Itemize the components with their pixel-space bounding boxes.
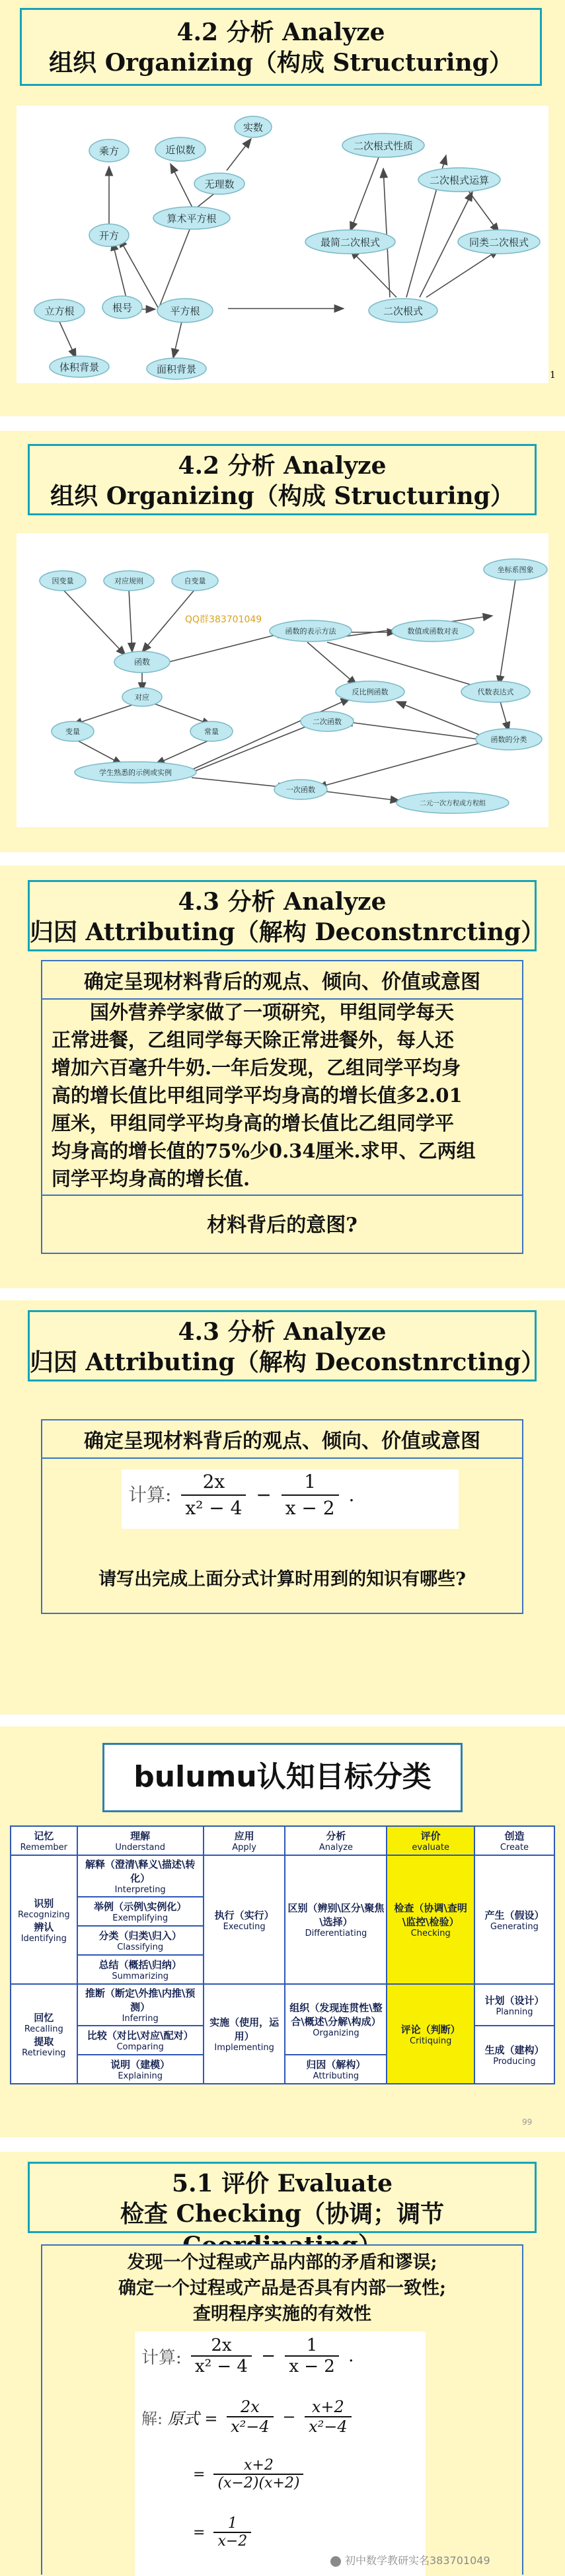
- node-label: 二次根式运算: [429, 174, 490, 186]
- slide-gap: [0, 1714, 565, 1726]
- divider: [42, 1195, 522, 1196]
- fraction-hw-b: [305, 2398, 352, 2436]
- numerator: x+2: [213, 2457, 303, 2475]
- problem-line: 均身高的增长值的75%少0.34厘米.求甲、乙两组: [52, 1140, 476, 1162]
- node-label: 开方: [98, 230, 120, 242]
- fraction-2: [282, 1469, 339, 1521]
- cell-critiquing: [387, 1984, 474, 2084]
- cell-en: Explaining: [118, 2071, 163, 2081]
- header-zh: 应用: [234, 1830, 254, 1842]
- node-label: 对应规则: [114, 577, 143, 585]
- content-box: [41, 960, 523, 1254]
- cell-zh: 提取: [34, 2035, 54, 2047]
- numerator: 1: [282, 1469, 339, 1496]
- cell-en: Implementing: [214, 2043, 274, 2053]
- node-label: 变量: [65, 727, 80, 736]
- node-label: 对应: [135, 693, 149, 702]
- page-mark: 1: [550, 370, 556, 381]
- denominator: (x−2)(x+2): [217, 2475, 300, 2491]
- fraction-1: [191, 2336, 252, 2376]
- cell-en: Classifying: [117, 1942, 164, 1952]
- cell-classifying: [77, 1926, 204, 1955]
- cell-zh: 举例（示例\实例化）: [93, 1901, 187, 1913]
- title-line-2: 组织 Organizing（构成 Structuring）: [50, 482, 514, 510]
- node-label: 函数的表示方法: [285, 627, 336, 636]
- cell-en: Recalling: [24, 2024, 63, 2034]
- header-evaluate: [387, 1826, 474, 1855]
- minus-sign: −: [261, 2346, 276, 2366]
- numerator: 2x: [181, 1469, 246, 1496]
- cell-en: Interpreting: [114, 1885, 166, 1895]
- cell-inferring: [77, 1984, 204, 2026]
- period: .: [348, 2346, 354, 2366]
- node-label: 根号: [112, 302, 133, 314]
- slide-bloom-taxonomy: [0, 1726, 565, 2137]
- cell-zh: 归因（解构）: [306, 2059, 366, 2071]
- account-watermark: [330, 2552, 490, 2567]
- cell-en: Comparing: [116, 2042, 164, 2052]
- handwritten-row-3: [193, 2515, 255, 2550]
- cell-en: Recognizing: [18, 1909, 70, 1920]
- header-en: evaluate: [412, 1843, 449, 1853]
- slide-title: [28, 880, 545, 951]
- node-label: 平方根: [170, 305, 200, 317]
- slide-title: [28, 1310, 545, 1381]
- node-label: 面积背景: [156, 363, 197, 375]
- slide-title: [28, 444, 537, 515]
- numerator: 1: [213, 2515, 251, 2533]
- numerator: x+2: [305, 2398, 352, 2417]
- qq-watermark: QQ群383701049: [185, 614, 262, 625]
- node-label: 算术平方根: [167, 213, 217, 225]
- denominator: x − 2: [285, 1497, 335, 1519]
- node-label: 同类二次根式: [469, 237, 529, 248]
- title-line-2: 归因 Attributing（解构 Deconstnrcting）: [30, 918, 545, 946]
- cell-zh: 回忆: [34, 2011, 54, 2024]
- cell-zh: 执行（实行）: [214, 1909, 274, 1921]
- cell-en: Differentiating: [305, 1929, 367, 1938]
- worked-solution: [135, 2332, 426, 2576]
- slide-gap: [0, 1288, 565, 1300]
- denominator: x−2: [217, 2533, 248, 2550]
- calc-label: 计算:: [128, 1484, 172, 1506]
- watermark-text: 初中数学教研实名383701049: [345, 2554, 490, 2567]
- slide-title: [28, 2162, 537, 2233]
- cell-en: Identifying: [20, 1933, 67, 1944]
- problem-line: 高的增长值比甲组同学平均身高的增长值多2.01: [52, 1084, 463, 1107]
- node-label: 乘方: [98, 145, 120, 157]
- node-label: 常量: [204, 727, 219, 736]
- header-en: Understand: [115, 1843, 166, 1853]
- watermark-icon: [330, 2556, 341, 2567]
- concept-map-svg: [17, 533, 548, 827]
- cell-implementing: [204, 1984, 285, 2084]
- cell-zh: 实施（使用，运用）: [209, 2016, 280, 2042]
- header-create: [474, 1826, 554, 1855]
- header-apply: [204, 1826, 285, 1855]
- node-label: 一次函数: [286, 786, 315, 794]
- cell-zh: 分类（归类\归入）: [98, 1930, 182, 1942]
- cell-zh: 检查（协调\查明\监控\检验）: [394, 1902, 467, 1928]
- problem-line: 正常进餐，乙组同学每天除正常进餐外，每人还: [52, 1029, 455, 1051]
- slide-evaluate-checking: [0, 2152, 565, 2576]
- cell-en: Critiquing: [410, 2036, 452, 2046]
- node-label: 函数的分类: [490, 735, 527, 744]
- cell-planning: [474, 1984, 554, 2026]
- node-label: 近似数: [165, 144, 196, 156]
- header-en: Remember: [20, 1843, 67, 1853]
- slide-gap: [0, 416, 565, 431]
- cell-zh: 总结（概括\归纳）: [98, 1959, 182, 1971]
- formula: [122, 1469, 459, 1529]
- cell-zh: 区别（辨别\区分\聚焦\选择）: [287, 1902, 385, 1928]
- cell-zh: 说明（建模）: [110, 2059, 170, 2071]
- header-zh: 创造: [504, 1830, 525, 1842]
- text-line: 查明程序实施的有效性: [193, 2304, 371, 2324]
- node-label: 二次根式性质: [353, 140, 414, 152]
- subheading: 确定呈现材料背后的观点、倾向、价值或意图: [42, 965, 522, 1000]
- denominator: x²−4: [309, 2417, 348, 2436]
- slide-gap: [0, 2137, 565, 2152]
- problem-line: 增加六百毫升牛奶.一年后发现，乙组同学平均身: [52, 1056, 461, 1079]
- question: 材料背后的意图?: [207, 1214, 358, 1237]
- denominator: x² − 4: [185, 1497, 243, 1519]
- text-line: 发现一个过程或产品内部的矛盾和谬误;: [127, 2252, 437, 2273]
- cell-zh: 识别: [34, 1897, 54, 1909]
- cell-zh: 比较（对比\对应\配对）: [87, 2030, 194, 2042]
- slide-attributing-formula: [0, 1300, 565, 1714]
- cell-differentiating: [285, 1855, 387, 1984]
- title-line-1: 4.3 分析 Analyze: [178, 1318, 387, 1346]
- header-zh: 记忆: [34, 1830, 54, 1842]
- node-label: 自变量: [184, 577, 206, 585]
- numerator: 1: [285, 2336, 339, 2357]
- cell-en: Retrieving: [22, 2047, 66, 2058]
- header-analyze: [285, 1826, 387, 1855]
- cell-interpreting: [77, 1855, 204, 1897]
- cell-exemplifying: [77, 1897, 204, 1926]
- header-zh: 理解: [130, 1830, 151, 1842]
- cell-executing: [204, 1855, 285, 1984]
- cell-recalling: [11, 1984, 77, 2084]
- page-mark: 99: [522, 2117, 533, 2127]
- concept-map-radicals: [17, 106, 548, 383]
- problem-line: 国外营养学家做了一项研究，甲组同学每天: [90, 1001, 455, 1023]
- minus-sign: −: [256, 1484, 272, 1506]
- cell-attributing: [285, 2055, 387, 2084]
- taxonomy-table-wrap: [10, 1825, 555, 2084]
- subheading: 确定呈现材料背后的观点、倾向、价值或意图: [42, 1424, 522, 1459]
- header-zh: 评价: [420, 1830, 441, 1842]
- cell-summarizing: [77, 1955, 204, 1984]
- cell-checking: [387, 1855, 474, 1984]
- cell-organizing: [285, 1984, 387, 2055]
- cell-zh: 解释（澄清\释义\描述\转化）: [85, 1858, 196, 1884]
- numerator: 2x: [191, 2336, 252, 2357]
- cell-zh: 生成（建构）: [484, 2044, 545, 2056]
- fraction-hw-c: [213, 2457, 303, 2491]
- cell-generating: [474, 1855, 554, 1984]
- taxonomy-table: [10, 1825, 555, 2084]
- node-label: 二元一次方程或方程组: [420, 800, 486, 807]
- cell-en: Summarizing: [112, 1971, 169, 1981]
- cell-en: Exemplifying: [112, 1913, 169, 1923]
- slide-gap: [0, 852, 565, 865]
- cell-en: Executing: [223, 1921, 266, 1932]
- node-label: 体积背景: [59, 361, 100, 373]
- question: 请写出完成上面分式计算时用到的知识有哪些?: [98, 1569, 466, 1590]
- cell-producing: [474, 2026, 554, 2084]
- slide-attributing-text: [0, 865, 565, 1288]
- equals-sign: =: [193, 2466, 206, 2483]
- node-label: 立方根: [44, 305, 75, 317]
- concept-map-functions: [17, 533, 548, 827]
- node-label: 坐标系图象: [497, 566, 534, 574]
- cell-en: Attributing: [313, 2071, 359, 2081]
- checking-text: [42, 2250, 522, 2327]
- node-label: 数值或函数对表: [407, 627, 459, 636]
- node-label: 代数表达式: [477, 688, 514, 696]
- slide-title: [102, 1743, 463, 1812]
- cell-zh: 推断（断定\外推\内推\预测）: [85, 1987, 196, 2013]
- slide-organizing-functions: [0, 431, 565, 852]
- content-box: [41, 2244, 523, 2575]
- title-line-1: 5.1 评价 Evaluate: [171, 2170, 393, 2197]
- content-box: [41, 1419, 523, 1614]
- title-line-2: 组织 Organizing（构成 Structuring）: [49, 49, 513, 77]
- title-line-1: 4.2 分析 Analyze: [178, 452, 387, 480]
- header-understand: [77, 1826, 204, 1855]
- period: .: [348, 1484, 355, 1506]
- cell-zh: 产生（假设）: [484, 1909, 545, 1921]
- slide-organizing-radicals: [0, 0, 565, 416]
- node-label: 学生熟悉的示例或实例: [99, 768, 172, 777]
- node-label: 最简二次根式: [320, 237, 381, 248]
- header-zh: 分析: [326, 1830, 346, 1842]
- cell-zh: 组织（发现连贯性\整合\概述\分解\构成）: [289, 2002, 383, 2028]
- calc-row: [141, 2336, 354, 2376]
- cell-recognizing: [11, 1855, 77, 1984]
- equals-sign: =: [193, 2524, 206, 2541]
- title-line-2: 检查 Checking（协调；调节: [120, 2200, 445, 2228]
- denominator: x − 2: [289, 2357, 335, 2376]
- title-line-1: 4.3 分析 Analyze: [178, 888, 387, 916]
- title-line-1: 4.2 分析 Analyze: [176, 18, 385, 46]
- node-label: 函数: [133, 657, 151, 667]
- fraction-2: [285, 2336, 339, 2376]
- cell-en: Inferring: [122, 2014, 159, 2024]
- cell-en: Planning: [496, 2006, 533, 2017]
- header-en: Create: [500, 1843, 529, 1853]
- problem-line: 厘米，甲组同学平均身高的增长值比乙组同学平: [52, 1112, 455, 1134]
- cell-zh: 评论（判断）: [400, 2023, 461, 2036]
- cell-en: Checking: [410, 1929, 451, 1938]
- node-label: 二次函数: [313, 718, 342, 726]
- denominator: x²−4: [231, 2417, 270, 2436]
- problem-text: [52, 998, 514, 1193]
- handwritten-row-1: [141, 2398, 356, 2436]
- cell-en: Producing: [493, 2057, 536, 2067]
- fraction-hw-d: [213, 2515, 251, 2550]
- calc-label: 计算:: [141, 2347, 182, 2368]
- original-expr-label: 原式 =: [167, 2409, 218, 2428]
- cell-comparing: [77, 2026, 204, 2055]
- slide-title: [20, 8, 542, 86]
- fraction-1: [181, 1469, 246, 1521]
- node-label: 无理数: [204, 178, 235, 190]
- numerator: 2x: [227, 2398, 274, 2417]
- text-line: 确定一个过程或产品是否具有内部一致性;: [118, 2278, 446, 2299]
- minus-sign: −: [282, 2408, 296, 2426]
- node-label: 反比例函数: [352, 688, 389, 696]
- cell-zh: 计划（设计）: [484, 1994, 545, 2006]
- handwritten-row-2: [193, 2457, 307, 2491]
- node-label: 因变量: [52, 577, 74, 585]
- cell-zh: 辨认: [34, 1921, 54, 1933]
- header-en: Analyze: [319, 1843, 354, 1853]
- header-remember: [11, 1826, 77, 1855]
- cell-en: Generating: [490, 1921, 539, 1932]
- problem-line: 同学平均身高的增长值.: [52, 1167, 250, 1190]
- cell-explaining: [77, 2055, 204, 2084]
- concept-map-svg: [17, 106, 548, 383]
- cell-en: Organizing: [313, 2028, 359, 2038]
- node-label: 实数: [243, 122, 264, 133]
- fraction-hw-a: [227, 2398, 274, 2436]
- solve-label: 解:: [141, 2409, 163, 2428]
- denominator: x² − 4: [195, 2357, 248, 2376]
- node-label: 二次根式: [383, 305, 424, 317]
- title-text: bulumu认知目标分类: [133, 1760, 432, 1794]
- title-line-2: 归因 Attributing（解构 Deconstnrcting）: [30, 1348, 545, 1376]
- header-en: Apply: [232, 1843, 256, 1853]
